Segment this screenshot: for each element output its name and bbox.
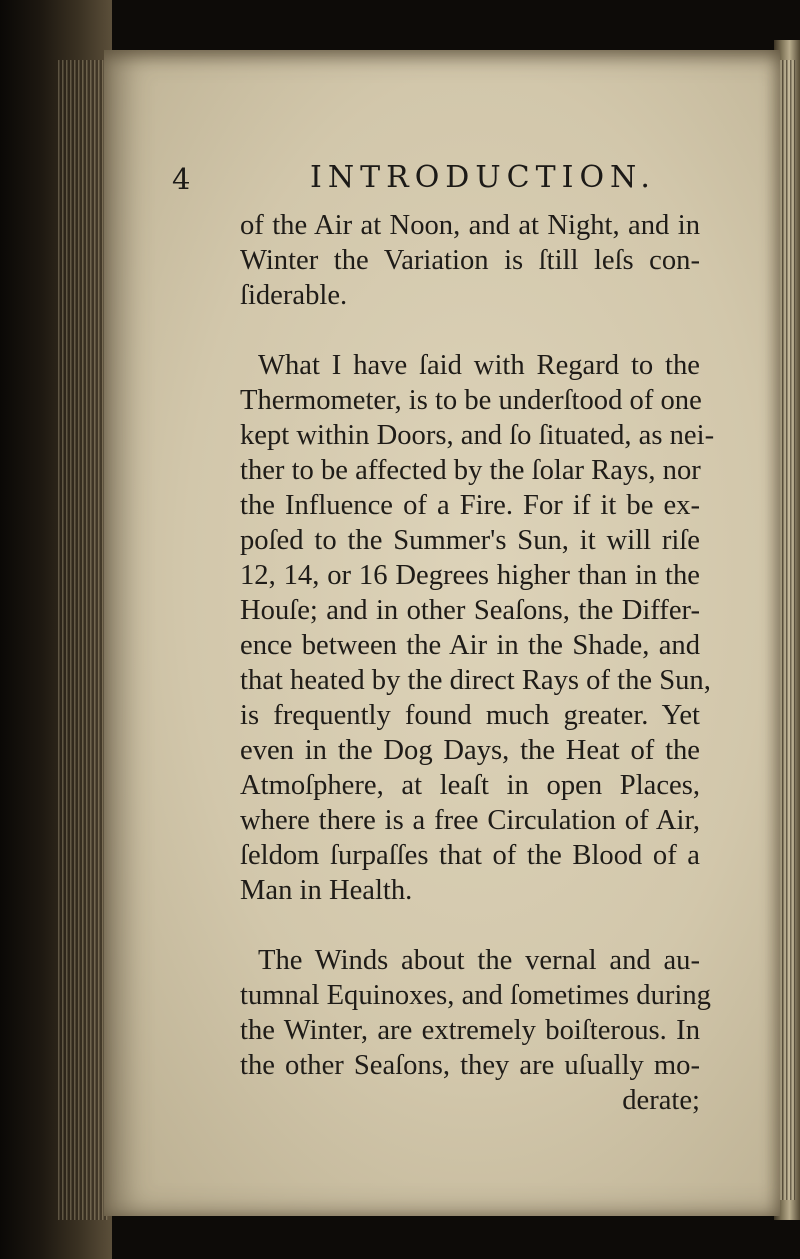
page-number: 4 <box>172 162 191 196</box>
paragraph-2 <box>240 348 715 908</box>
text-line: Thermometer, is to be underſtood of one <box>240 385 702 416</box>
paragraph-1 <box>240 208 700 313</box>
text-line: ence between the Air in the Shade, and <box>240 630 700 661</box>
text-line: poſed to the Summer's Sun, it will riſe <box>240 525 700 556</box>
catchword: derate; <box>622 1085 700 1116</box>
text-line: that heated by the direct Rays of the Sun, <box>240 665 711 696</box>
text-line: is frequently found much greater. Yet <box>240 700 700 731</box>
text-line: kept within Doors, and ſo ſituated, as nei- <box>240 420 715 451</box>
page-stack-left <box>58 60 108 1220</box>
text-line: What I have ſaid with Regard to the <box>258 350 700 381</box>
text-line: the Winter, are extremely boiſterous. In <box>240 1015 700 1046</box>
text-line: The Winds about the vernal and au- <box>258 945 700 976</box>
text-line: where there is a free Circulation of Air, <box>240 805 700 836</box>
text-line: Winter the Variation is ſtill leſs con- <box>240 245 700 276</box>
text-line: ther to be affected by the ſolar Rays, nor <box>240 455 701 486</box>
body-text <box>240 208 715 1118</box>
text-line: ſeldom ſurpaſſes that of the Blood of a <box>240 840 700 871</box>
text-line: the other Seaſons, they are uſually mo- <box>240 1050 700 1081</box>
running-head: INTRODUCTION. <box>310 160 656 195</box>
text-line: even in the Dog Days, the Heat of the <box>240 735 700 766</box>
text-line: Atmoſphere, at leaſt in open Places, <box>240 770 700 801</box>
page-edge-lines <box>778 60 796 1200</box>
text-line: Man in Health. <box>240 875 413 906</box>
text-line: of the Air at Noon, and at Night, and in <box>240 210 700 241</box>
text-line: 12, 14, or 16 Degrees higher than in the <box>240 560 700 591</box>
text-line: ſiderable. <box>240 280 348 311</box>
paragraph-3 <box>240 943 711 1083</box>
text-line: Houſe; and in other Seaſons, the Differ- <box>240 595 700 626</box>
text-line: the Influence of a Fire. For if it be ex- <box>240 490 700 521</box>
text-line: tumnal Equinoxes, and ſometimes during <box>240 980 711 1011</box>
